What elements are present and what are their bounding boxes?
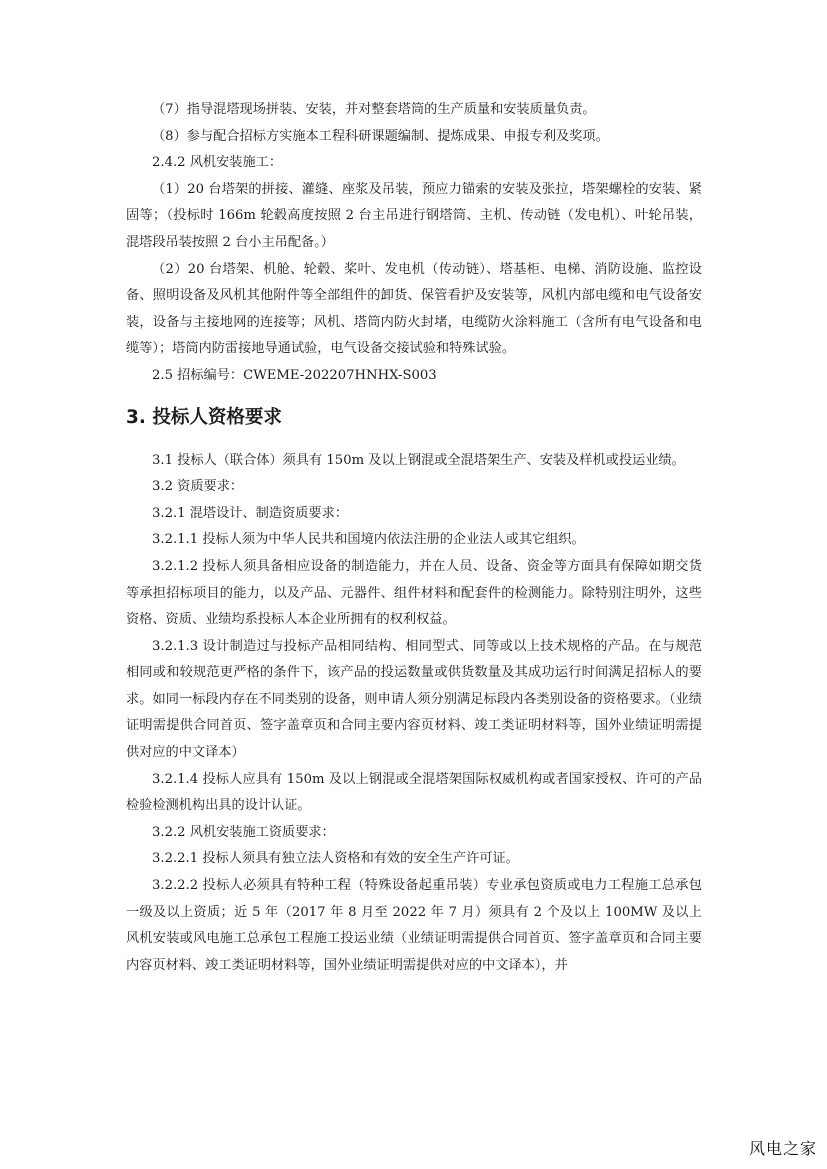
section-3-body [126,448,702,980]
paragraph-item-7: （7）指导混塔现场拼装、安装，并对整套塔筒的生产质量和安装质量负责。 [152,102,596,117]
section-2-4-continued [126,97,702,390]
clause-3-1: 3.1 投标人（联合体）须具有 150m 及以上钢混或全混塔架生产、安装及样机或投运业绩。 [152,452,685,468]
clause-3-2-2: 3.2.2 风机安装施工资质要求： [152,824,335,840]
clause-3-2-2-1: 3.2.2.1 投标人须具有独立法人资格和有效的安全生产许可证。 [152,851,519,867]
clause-3-2-1-2: 3.2.1.2 投标人须具备相应设备的制造能力，并在人员、设备、资金等方面具有保障如期交货等承担招标项目的能力，以及产品、元器件、组件材料和配套件的检测能力。除特别注明外，这些资格、资质、业绩均系投标人本企业所拥有的权利权益。 [126,558,702,628]
clause-3-2: 3.2 资质要求： [152,479,244,495]
subheading-2-4-2: 2.4.2 风机安装施工： [152,155,283,171]
document-page [126,97,702,979]
clause-3-2-1-1: 3.2.1.1 投标人须为中华人民共和国境内依法注册的企业法人或其它组织。 [152,532,585,548]
clause-3-2-1: 3.2.1 混塔设计、制造资质要求： [152,505,348,521]
clause-3-2-2-2: 3.2.2.2 投标人必须具有特种工程（特殊设备起重吊装）专业承包资质或电力工程施工总承包一级及以上资质；近 5 年（2017 年 8 月至 2022 年 7 月）须具有 2 个及以上 100MW 及以上风机安装或风电施工总承包工程施工投运业绩（业绩证明需提供合同首页、签字盖章页和合同主要内容页材料、竣工类证明材料等，国外业绩证明需提供对应的中文译本），并 [126,878,702,973]
paragraph-item-2: （2）20 台塔架、机舱、轮毂、桨叶、发电机（传动链）、塔基柜、电梯、消防设施、监控设备、照明设备及风机其他附件等全部组件的卸货、保管看护及安装等，风机内部电缆和电气设备安装，设备与主接地网的连接等；风机、塔筒内防火封堵，电缆防火涂料施工（含所有电气设备和电缆等）；塔筒内防雷接地导通试验，电气设备交接试验和特殊试验。 [126,261,702,357]
paragraph-item-1: （1）20 台塔架的拼接、灌缝、座浆及吊装，预应力锚索的安装及张拉，塔架螺栓的安装、紧固等；（投标时 166m 轮毂高度按照 2 台主吊进行钢塔筒、主机、传动链（发电机）、叶轮吊装，混塔段吊装按照 2 台小主吊配备。） [126,181,702,250]
clause-3-2-1-4: 3.2.1.4 投标人应具有 150m 及以上钢混或全混塔架国际权威机构或者国家授权、许可的产品检验检测机构出具的设计认证。 [126,771,702,814]
watermark-text: 风电之家 [748,1139,817,1158]
clause-3-2-1-3: 3.2.1.3 设计制造过与投标产品相同结构、相同型式、同等或以上技术规格的产品。在与规范相同或和较规范更严格的条件下，该产品的投运数量或供货数量及其成功运行时间满足招标人的要求。如同一标段内存在不同类别的设备，则申请人须分别满足标段内各类别设备的资格要求。（业绩证明需提供合同首页、签字盖章页和合同主要内容页材料、竣工类证明材料等，国外业绩证明需提供对应的中文译本） [126,638,702,761]
subheading-2-5-bid-number: 2.5 招标编号：CWEME-202207HNHX-S003 [152,367,437,383]
section-heading-3: 3. 投标人资格要求 [126,406,282,428]
paragraph-item-8: （8）参与配合招标方实施本工程科研课题编制、提炼成果、申报专利及奖项。 [152,128,609,144]
